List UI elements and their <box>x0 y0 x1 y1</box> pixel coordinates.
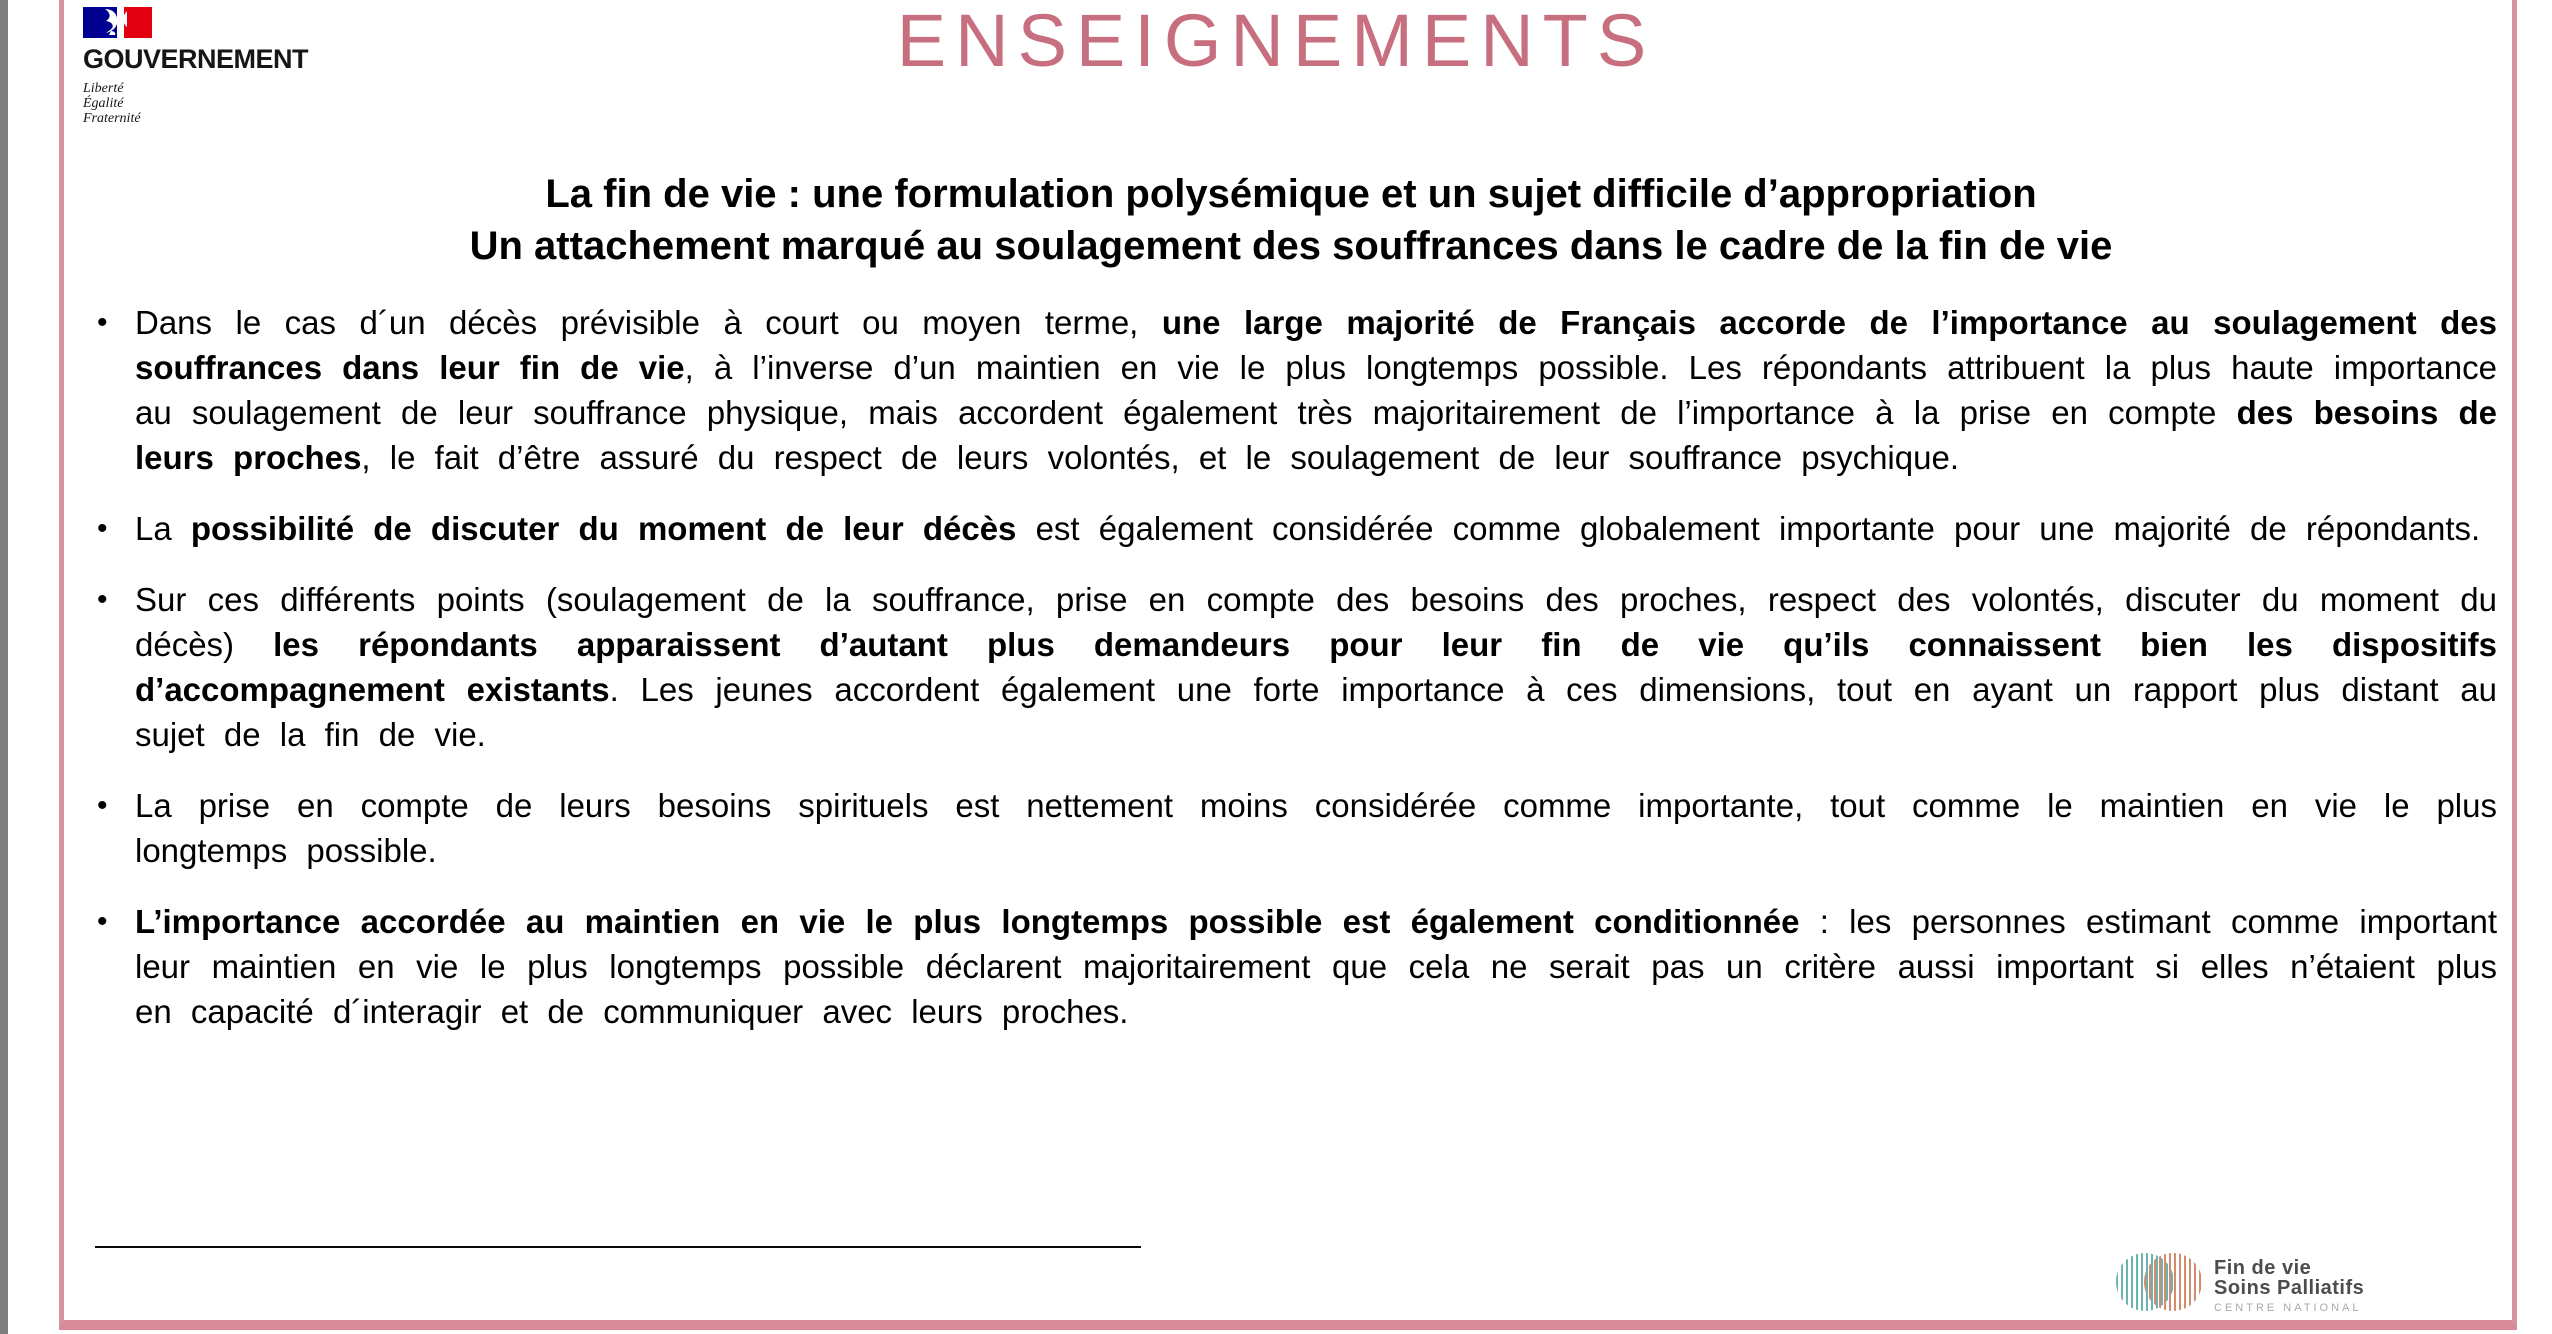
heading-line-2: Un attachement marqué au soulagement des souffrances dans le cadre de la fin de vie <box>469 224 2113 268</box>
motto-line: Liberté <box>83 81 124 96</box>
bullet-item: • L’importance accordée au maintien en vie le plus longtemps possible est également conditionnée : les personnes estimant comme important leur maintien en vie le plus longtemps possible déclarent majoritairement que cela ne serait pas un critère aussi important si elles n’étaient plus en capacité d´interagir et de communiquer avec leurs proches. <box>95 899 2497 1034</box>
footer-logo-line3: CENTRE NATIONAL <box>2214 1302 2362 1314</box>
page-title: ENSEIGNEMENTS <box>896 0 1656 82</box>
government-logo-name: GOUVERNEMENT <box>83 44 309 74</box>
bullet-list <box>95 300 2497 1060</box>
footer-logo-line2: Soins Palliatifs <box>2214 1277 2365 1299</box>
bullet-item: • Dans le cas d´un décès prévisible à court ou moyen terme, une large majorité de Français accorde de l’importance au soulagement des souffrances dans leur fin de vie, à l’inverse d’un maintien en vie le plus longtemps possible. Les répondants attribuent la plus haute importance au soulagement de leur souffrance physique, mais accordent également très majoritairement de l’importance à la prise en compte des besoins de leurs proches, le fait d’être assuré du respect de leurs volontés, et le soulagement de leur souffrance psychique. <box>95 300 2497 480</box>
bottom-divider-line <box>95 1246 1141 1248</box>
motto-line: Égalité <box>83 96 124 111</box>
logo-salmon-circle <box>2144 1253 2202 1311</box>
footer-logo-text <box>2214 1252 2364 1314</box>
fin-de-vie-logo-icon <box>2116 1252 2204 1314</box>
fin-de-vie-soins-palliatifs-logo <box>2116 1252 2364 1314</box>
motto-line: Fraternité <box>83 111 141 126</box>
bullet-item: • La possibilité de discuter du moment de leur décès est également considérée comme globalement importante pour une majorité de répondants. <box>95 506 2497 551</box>
bullet-item: • Sur ces différents points (soulagement de la souffrance, prise en compte des besoins des proches, respect des volontés, discuter du moment du décès) les répondants apparaissent d’autant plus demandeurs pour leur fin de vie qu’ils connaissent bien les dispositifs d’accompagnement existants. Les jeunes accordent également une forte importance à ces dimensions, tout en ayant un rapport plus distant au sujet de la fin de vie. <box>95 577 2497 757</box>
left-edge-strip <box>0 0 8 1334</box>
slide-heading <box>120 168 2462 272</box>
footer-logo-line1: Fin de vie <box>2214 1257 2312 1279</box>
government-motto <box>83 81 308 126</box>
bullet-item: • La prise en compte de leurs besoins spirituels est nettement moins considérée comme importante, tout comme le maintien en vie le plus longtemps possible. <box>95 783 2497 873</box>
heading-line-1: La fin de vie : une formulation polysémique et un sujet difficile d’appropriation <box>545 172 2037 216</box>
